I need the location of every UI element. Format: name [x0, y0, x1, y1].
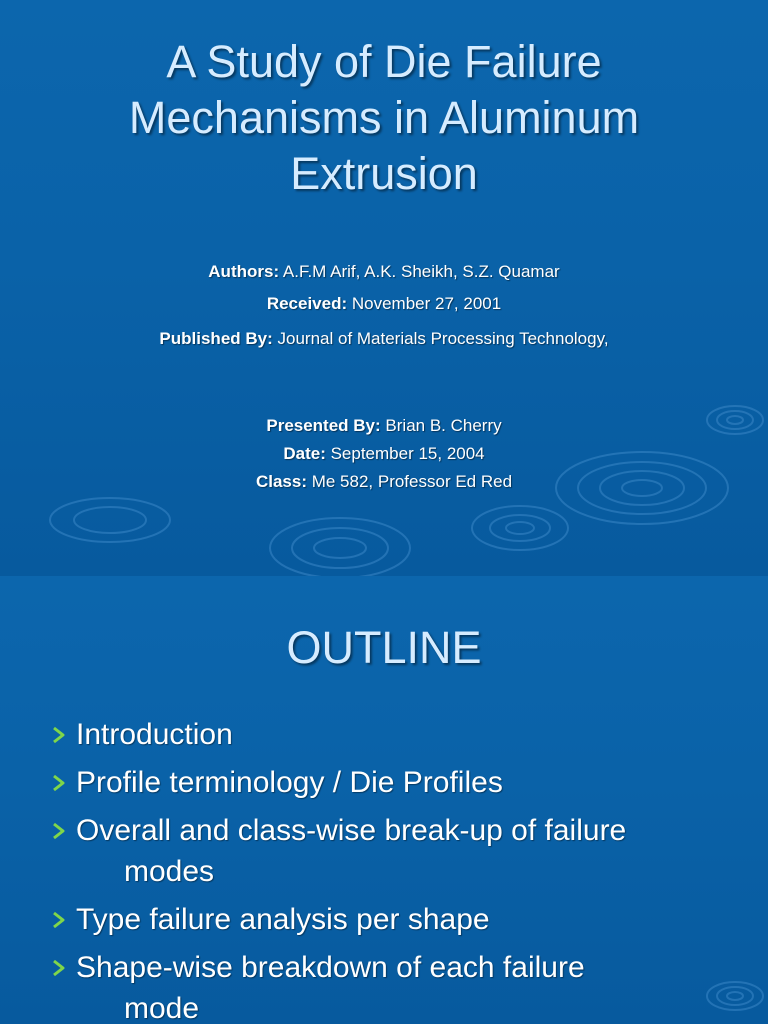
list-item-text: Shape-wise breakdown of each failure	[76, 951, 585, 984]
list-item-text: Profile terminology / Die Profiles	[76, 766, 503, 799]
list-item-continuation: mode	[124, 992, 200, 1024]
outline-list	[46, 714, 736, 1024]
list-item-continuation: modes	[124, 855, 215, 888]
class-line	[0, 471, 768, 493]
outline-slide	[0, 576, 768, 1024]
published-value: Journal of Materials Processing Technology,	[272, 329, 609, 348]
list-item	[46, 810, 736, 892]
date-label: Date:	[283, 444, 326, 463]
list-item-text: Overall and class-wise break-up of failure	[76, 814, 627, 847]
bullet-arrow-icon	[46, 810, 72, 851]
authors-label: Authors:	[208, 262, 280, 281]
received-value: November 27, 2001	[347, 294, 502, 313]
published-label: Published By:	[159, 329, 273, 348]
date-line	[0, 443, 768, 465]
bullet-arrow-icon	[46, 714, 72, 755]
date-value: September 15, 2004	[325, 444, 485, 463]
list-item-text: Introduction	[76, 718, 233, 751]
presented-value: Brian B. Cherry	[380, 416, 502, 435]
received-label: Received:	[266, 294, 348, 313]
bullet-arrow-icon	[46, 899, 72, 940]
class-label: Class:	[255, 472, 307, 491]
presented-line	[0, 415, 768, 437]
published-line	[0, 328, 768, 350]
presentation-title: A Study of Die Failure Mechanisms in Aluminum Extrusion	[128, 36, 640, 199]
list-item	[46, 899, 736, 940]
presented-label: Presented By:	[266, 416, 381, 435]
authors-line	[0, 261, 768, 283]
list-item	[46, 947, 736, 1024]
authors-value: A.F.M Arif, A.K. Sheikh, S.Z. Quamar	[279, 262, 560, 281]
bullet-arrow-icon	[46, 762, 72, 803]
outline-title: OUTLINE	[286, 622, 482, 673]
list-item-text: Type failure analysis per shape	[76, 903, 490, 936]
list-item	[46, 762, 736, 803]
list-item	[46, 714, 736, 755]
bullet-arrow-icon	[46, 947, 72, 988]
class-value: Me 582, Professor Ed Red	[306, 472, 513, 491]
received-line	[0, 293, 768, 315]
